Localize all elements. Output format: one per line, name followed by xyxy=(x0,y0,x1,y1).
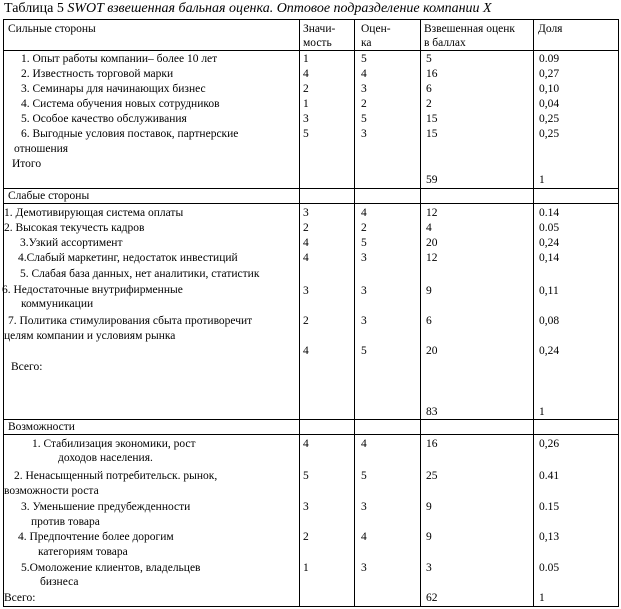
strength-label: 1. Опыт работы компании– более 10 лет xyxy=(21,53,218,65)
strength-significance: 1 xyxy=(303,53,309,65)
opportunities-total-share: 1 xyxy=(539,592,545,604)
strength-share: 0,25 xyxy=(539,128,560,140)
weakness-weighted: 12 xyxy=(426,252,438,264)
opportunity-label: 2. Ненасыщенный потребительск. рынок, xyxy=(14,470,218,482)
strength-score: 5 xyxy=(361,53,367,65)
strength-score: 3 xyxy=(361,83,367,95)
opportunity-score: 4 xyxy=(361,531,367,543)
strength-score: 3 xyxy=(361,128,367,140)
weaknesses-total-weighted: 83 xyxy=(426,406,438,418)
weakness-significance: 2 xyxy=(303,222,309,234)
weakness-label: 1. Демотивирующая система оплаты xyxy=(4,207,184,219)
weakness-score: 3 xyxy=(361,252,367,264)
opportunities-heading: Возможности xyxy=(8,421,75,433)
opportunity-weighted: 16 xyxy=(426,438,438,450)
strength-score: 4 xyxy=(361,68,367,80)
strength-share: 0,10 xyxy=(539,83,560,95)
column-divider xyxy=(299,19,300,607)
weakness-score: 3 xyxy=(361,315,367,327)
section-divider xyxy=(3,419,619,420)
weakness-significance: 4 xyxy=(303,252,309,264)
strength-weighted: 16 xyxy=(426,68,438,80)
weakness-label-continued: коммуникации xyxy=(21,298,94,310)
opportunity-label-continued: категориям товара xyxy=(38,546,128,558)
opportunity-label: 3. Уменьшение предубежденности xyxy=(21,501,191,513)
weaknesses-total-share: 1 xyxy=(539,406,545,418)
weaknesses-total-label: Всего: xyxy=(11,361,43,373)
caption-title: SWOT взвешенная бальная оценка. Оптовое подразделение компании Х xyxy=(67,1,492,16)
strength-weighted: 15 xyxy=(426,113,438,125)
strength-significance: 5 xyxy=(303,128,309,140)
column-divider xyxy=(533,19,534,607)
strengths-total-label: Итого xyxy=(12,158,42,170)
opportunity-label-continued: доходов населения. xyxy=(58,452,153,464)
opportunity-significance: 1 xyxy=(303,562,309,574)
strength-share: 0.09 xyxy=(539,53,560,65)
opportunity-label-continued: бизнеса xyxy=(40,576,79,588)
opportunity-significance: 5 xyxy=(303,470,309,482)
weaknesses-heading: Слабые стороны xyxy=(8,190,90,202)
opportunity-share: 0.41 xyxy=(539,470,560,482)
strength-label: 3. Семинары для начинающих бизнес xyxy=(21,83,206,95)
weakness-label: 7. Политика стимулирования сбыта противоречит xyxy=(8,315,253,327)
strength-label: 5. Особое качество обслуживания xyxy=(21,113,187,125)
weakness-share: 0,14 xyxy=(539,252,560,264)
weakness-label: 2. Высокая текучесть кадров xyxy=(4,222,145,234)
opportunity-score: 5 xyxy=(361,470,367,482)
weakness-weighted: 20 xyxy=(426,237,438,249)
header-weighted-line1: Взвешенная оценк xyxy=(424,23,515,35)
column-divider xyxy=(354,19,355,607)
strength-weighted: 15 xyxy=(426,128,438,140)
weakness-share: 0.05 xyxy=(539,222,560,234)
strengths-total-share: 1 xyxy=(539,174,545,186)
weakness-score: 3 xyxy=(361,285,367,297)
opportunity-significance: 2 xyxy=(303,531,309,543)
table-border-top xyxy=(3,19,619,20)
strength-share: 0,27 xyxy=(539,68,560,80)
weakness-score: 2 xyxy=(361,222,367,234)
opportunity-share: 0.15 xyxy=(539,501,560,513)
header-strengths: Сильные стороны xyxy=(8,23,96,35)
weakness-label: 3.Узкий ассортимент xyxy=(20,237,123,249)
weakness-significance: 3 xyxy=(303,207,309,219)
opportunity-label: 5.Омоложение клиентов, владельцев xyxy=(21,562,201,574)
header-score-line1: Оцен- xyxy=(361,23,391,35)
strength-weighted: 6 xyxy=(426,83,432,95)
strength-significance: 1 xyxy=(303,98,309,110)
opportunity-label: 1. Стабилизация экономики, рост xyxy=(32,438,196,450)
weakness-share: 0,11 xyxy=(539,285,559,297)
opportunity-label-continued: возможности роста xyxy=(4,485,99,497)
weakness-score: 5 xyxy=(361,237,367,249)
strength-score: 2 xyxy=(361,98,367,110)
strength-significance: 2 xyxy=(303,83,309,95)
column-divider xyxy=(420,19,421,607)
weakness-weighted: 4 xyxy=(426,222,432,234)
opportunity-weighted: 9 xyxy=(426,531,432,543)
opportunity-weighted: 25 xyxy=(426,470,438,482)
opportunities-total-weighted: 62 xyxy=(426,592,438,604)
opportunity-share: 0,26 xyxy=(539,438,560,450)
weakness-significance: 2 xyxy=(303,315,309,327)
header-significance-line2: мость xyxy=(303,37,332,49)
weakness-label: 6. Недостаточные внутрифирменные xyxy=(2,284,183,296)
section-divider xyxy=(3,188,619,189)
opportunity-share: 0.05 xyxy=(539,562,560,574)
opportunity-score: 3 xyxy=(361,501,367,513)
opportunity-weighted: 3 xyxy=(426,562,432,574)
strength-share: 0,04 xyxy=(539,98,560,110)
section-divider xyxy=(3,434,619,435)
section-divider xyxy=(3,203,619,204)
table-border-left xyxy=(3,19,4,607)
weakness-share: 0,24 xyxy=(539,345,560,357)
strength-score: 5 xyxy=(361,113,367,125)
weakness-significance: 4 xyxy=(303,237,309,249)
weakness-weighted: 20 xyxy=(426,345,438,357)
strength-label: 2. Известность торговой марки xyxy=(21,68,174,80)
table-border-right xyxy=(618,19,619,607)
weakness-weighted: 9 xyxy=(426,285,432,297)
strength-label-continued: отношения xyxy=(14,143,69,155)
strengths-total-weighted: 59 xyxy=(426,174,438,186)
weakness-share: 0,08 xyxy=(539,315,560,327)
opportunity-label: 4. Предпочтение более дорогим xyxy=(18,531,174,543)
caption-prefix: Таблица 5 xyxy=(4,1,64,16)
header-significance-line1: Значи- xyxy=(303,23,336,35)
strength-label: 6. Выгодные условия поставок, партнерские xyxy=(21,128,239,140)
strength-significance: 4 xyxy=(303,68,309,80)
weakness-label: 4.Слабый маркетинг, недостаток инвестиций xyxy=(18,252,238,264)
weakness-share: 0,24 xyxy=(539,237,560,249)
weakness-significance: 3 xyxy=(303,285,309,297)
opportunity-significance: 3 xyxy=(303,501,309,513)
weakness-share: 0.14 xyxy=(539,207,560,219)
weakness-weighted: 6 xyxy=(426,315,432,327)
opportunity-significance: 4 xyxy=(303,438,309,450)
opportunity-weighted: 9 xyxy=(426,501,432,513)
strength-label: 4. Система обучения новых сотрудников xyxy=(21,98,220,110)
weakness-score: 5 xyxy=(361,345,367,357)
weakness-score: 4 xyxy=(361,207,367,219)
strength-share: 0,25 xyxy=(539,113,560,125)
weakness-label: 5. Слабая база данных, нет аналитики, статистик xyxy=(20,268,260,280)
weakness-significance: 4 xyxy=(303,345,309,357)
opportunity-score: 4 xyxy=(361,438,367,450)
opportunity-score: 3 xyxy=(361,562,367,574)
weakness-weighted: 12 xyxy=(426,207,438,219)
header-weighted-line2: в баллах xyxy=(424,37,466,49)
header-share: Доля xyxy=(538,23,563,35)
strength-significance: 3 xyxy=(303,113,309,125)
strength-weighted: 5 xyxy=(426,53,432,65)
header-divider xyxy=(3,50,619,51)
opportunity-share: 0,13 xyxy=(539,531,560,543)
opportunities-total-label: Всего: xyxy=(4,592,36,604)
table-border-bottom xyxy=(3,606,619,607)
weakness-label-continued: целям компании и условиям рынка xyxy=(4,330,176,342)
strength-weighted: 2 xyxy=(426,98,432,110)
opportunity-label-continued: против товара xyxy=(31,516,100,528)
header-score-line2: ка xyxy=(361,37,372,49)
